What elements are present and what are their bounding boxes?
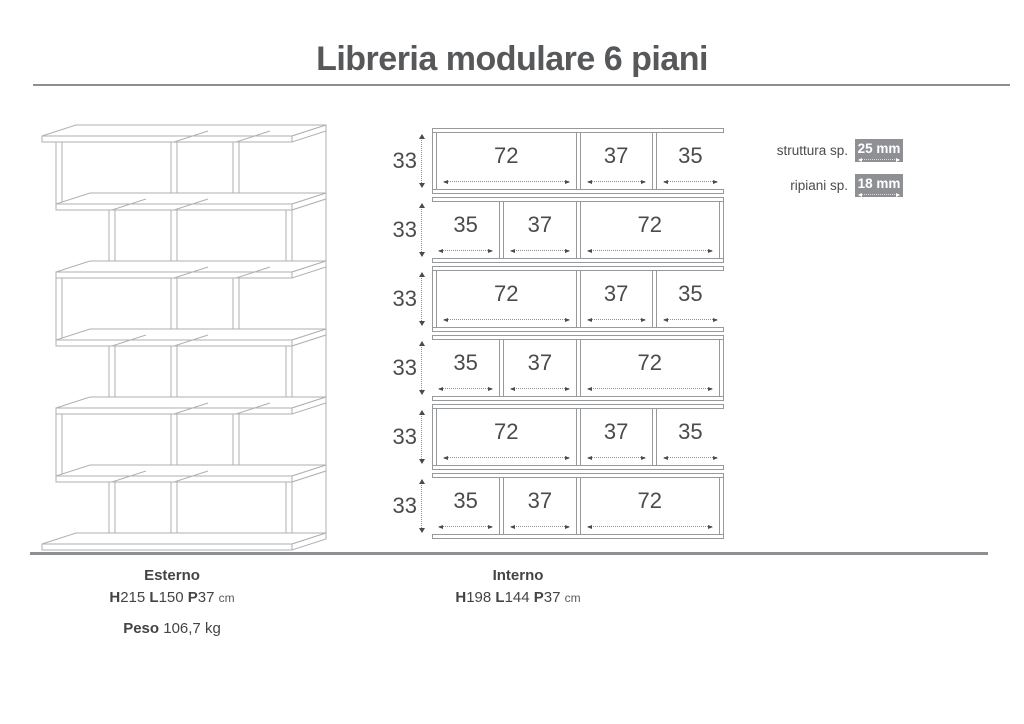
right-side-panel	[719, 478, 724, 534]
interno-dimensions: H198 L144 P37 cm	[455, 589, 581, 606]
chip-dimension-line	[859, 159, 899, 160]
compartments	[432, 202, 724, 258]
width-dimension-line	[588, 319, 645, 320]
compartment-width-label: 72	[494, 419, 519, 444]
compartment	[581, 478, 720, 534]
bottom-plank	[432, 396, 724, 401]
compartment	[581, 340, 720, 396]
compartment	[432, 202, 499, 258]
width-dimension-line	[444, 457, 569, 458]
height-dimension-line	[421, 411, 422, 463]
thickness-legend	[750, 139, 903, 209]
compartments	[432, 133, 724, 189]
compartment	[437, 133, 576, 189]
ripiani-label: ripiani sp.	[790, 178, 848, 193]
width-dimension-line	[444, 181, 569, 182]
compartment-width-label: 37	[527, 212, 553, 237]
compartments	[432, 271, 724, 327]
height-dimension-line	[421, 204, 422, 256]
width-dimension-line	[439, 250, 492, 251]
right-side-panel	[719, 340, 724, 396]
shelf-row	[392, 335, 724, 401]
compartment	[657, 409, 724, 465]
compartment	[581, 409, 652, 465]
height-dimension-line	[421, 273, 422, 325]
shelf-row	[392, 266, 724, 332]
compartment	[581, 271, 652, 327]
struttura-value-chip: 25 mm	[855, 139, 903, 162]
compartment	[504, 202, 575, 258]
width-dimension-line	[664, 319, 717, 320]
weight-line	[56, 620, 288, 637]
compartment-width-label: 35	[678, 143, 703, 168]
width-dimension-line	[588, 457, 645, 458]
compartment	[657, 271, 724, 327]
bottom-plank	[432, 189, 724, 194]
esterno-title: Esterno	[144, 567, 200, 584]
row-height-label: 33	[392, 493, 417, 518]
row-height-label: 33	[392, 148, 417, 173]
compartment	[437, 409, 576, 465]
width-dimension-line	[439, 388, 492, 389]
compartment	[504, 340, 575, 396]
row-height-label: 33	[392, 217, 417, 242]
compartment-width-label: 37	[527, 350, 553, 375]
compartment	[432, 478, 499, 534]
unit-label: cm	[564, 591, 581, 605]
width-dimension-line	[588, 181, 645, 182]
esterno-dimensions: H215 L150 P37 cm	[109, 589, 235, 606]
compartment-width-label: 35	[453, 350, 478, 375]
width-dimension-line	[664, 457, 717, 458]
compartment-width-label: 72	[494, 143, 519, 168]
compartment-width-label: 72	[494, 281, 519, 306]
compartment-width-label: 37	[603, 143, 629, 168]
width-dimension-line	[588, 526, 713, 527]
shelf-row	[392, 473, 724, 539]
unit-label: cm	[218, 591, 235, 605]
compartment	[657, 133, 724, 189]
compartment-width-label: 72	[637, 212, 662, 237]
compartment-width-label: 72	[637, 488, 662, 513]
legend-row-struttura	[750, 139, 903, 162]
external-dimensions-block	[56, 567, 288, 637]
compartment-width-label: 35	[678, 281, 703, 306]
height-dimension-line	[421, 342, 422, 394]
compartment	[504, 478, 575, 534]
shelf-row	[392, 404, 724, 470]
weight-label: Peso	[123, 620, 160, 637]
width-dimension-line	[444, 319, 569, 320]
compartments	[432, 478, 724, 534]
compartment	[437, 271, 576, 327]
weight-value: 106,7 kg	[163, 620, 221, 637]
width-dimension-line	[439, 526, 492, 527]
row-height-label: 33	[392, 286, 417, 311]
bottom-plank	[432, 327, 724, 332]
compartment-width-label: 35	[453, 212, 478, 237]
compartment-width-label: 72	[637, 350, 662, 375]
footer-divider	[30, 552, 988, 555]
bookcase-isometric-drawing	[20, 112, 340, 564]
row-height-label: 33	[392, 424, 417, 449]
width-dimension-line	[588, 388, 713, 389]
bottom-plank	[432, 534, 724, 539]
compartments	[432, 409, 724, 465]
compartment-width-label: 37	[527, 488, 553, 513]
legend-row-ripiani	[750, 174, 903, 197]
height-dimension-line	[421, 480, 422, 532]
right-side-panel	[719, 202, 724, 258]
width-dimension-line	[664, 181, 717, 182]
width-dimension-line	[588, 250, 713, 251]
compartment-width-label: 37	[603, 281, 629, 306]
compartment-width-label: 35	[453, 488, 478, 513]
shelf-row	[392, 197, 724, 263]
dimension-diagram	[392, 128, 724, 542]
bottom-plank	[432, 258, 724, 263]
row-height-label: 33	[392, 355, 417, 380]
title-divider	[33, 84, 1010, 86]
compartment-width-label: 37	[603, 419, 629, 444]
height-dimension-line	[421, 135, 422, 187]
compartment-width-label: 35	[678, 419, 703, 444]
chip-dimension-line	[859, 194, 899, 195]
compartment	[581, 133, 652, 189]
compartments	[432, 340, 724, 396]
internal-dimensions-block	[402, 567, 634, 606]
width-dimension-line	[511, 388, 568, 389]
width-dimension-line	[511, 526, 568, 527]
compartment	[432, 340, 499, 396]
struttura-label: struttura sp.	[776, 143, 848, 158]
bottom-plank	[432, 465, 724, 470]
width-dimension-line	[511, 250, 568, 251]
compartment	[581, 202, 720, 258]
ripiani-value-chip: 18 mm	[855, 174, 903, 197]
page-title: Libreria modulare 6 piani	[316, 40, 708, 78]
interno-title: Interno	[492, 567, 544, 584]
shelf-row	[392, 128, 724, 194]
